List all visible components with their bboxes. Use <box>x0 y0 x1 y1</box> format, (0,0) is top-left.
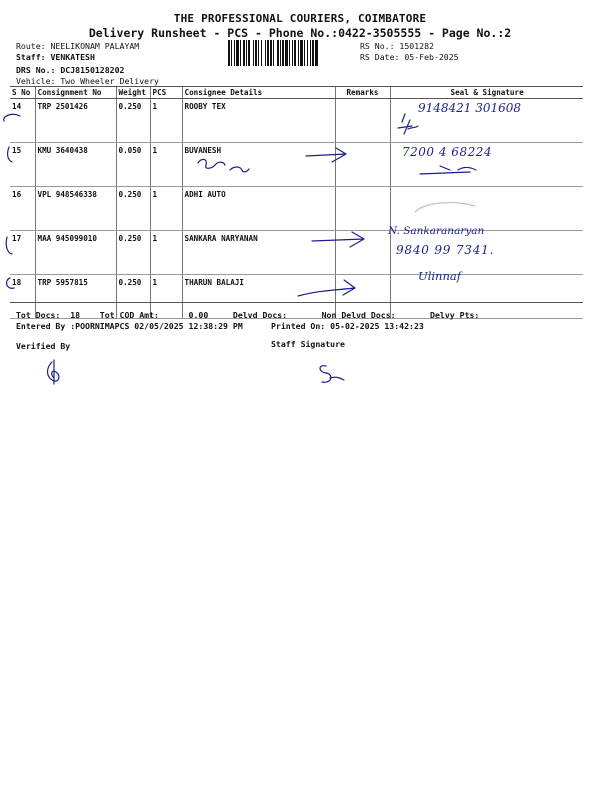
drs-number: DRS No.: DCJ8150128202 <box>16 65 125 75</box>
col-sno: S No <box>10 87 35 99</box>
handwritten-phone-row17: 9840 99 7341. <box>396 243 495 257</box>
route-label: Route: NEELIKONAM PALAYAM <box>16 41 140 51</box>
col-weight: Weight <box>116 87 150 99</box>
row-pcs: 1 <box>150 231 182 275</box>
staff-signature-mark <box>310 360 360 390</box>
col-consignment: Consignment No <box>35 87 116 99</box>
faint-seal-mark <box>415 203 475 212</box>
rs-number: RS No.: 1501282 <box>360 41 434 51</box>
col-pcs: PCS <box>150 87 182 99</box>
row-weight: 0.250 <box>116 187 150 231</box>
staff-signature-label: Staff Signature <box>271 339 345 349</box>
barcode-image <box>228 40 356 66</box>
signature-scribble <box>398 114 418 134</box>
row-consignee: THARUN BALAJI <box>182 275 335 319</box>
row-weight: 0.050 <box>116 143 150 187</box>
remark-arrow <box>298 280 355 296</box>
row-consignee: ADHI AUTO <box>182 187 335 231</box>
consignee-scribble <box>198 159 225 168</box>
totals-line: Tot Docs: 18 Tot COD Amt: 0.00 Delvd Docs: Non Delvd Docs: Delvy Pts: <box>16 310 480 320</box>
row-weight: 0.250 <box>116 231 150 275</box>
col-remarks: Remarks <box>335 87 390 99</box>
handwritten-ink-overlay <box>0 100 600 310</box>
runsheet-subtitle: Delivery Runsheet - PCS - Phone No.:0422-3505555 - Page No.:2 <box>88 26 512 40</box>
entered-by: Entered By :POORNIMAPCS 02/05/2025 12:38:29 PM <box>16 321 243 331</box>
sno-tick-mark <box>8 147 12 162</box>
row-pcs: 1 <box>150 99 182 143</box>
row-pcs: 1 <box>150 143 182 187</box>
vehicle-label: Vehicle: Two Wheeler Delivery <box>16 76 159 86</box>
row-consignment: TRP 2501426 <box>35 99 116 143</box>
row-sno: 18 <box>10 275 35 319</box>
verifier-signature-mark <box>40 358 80 388</box>
row-pcs: 1 <box>150 275 182 319</box>
handwritten-name-row17: N. Sankaranaryan <box>388 225 485 237</box>
remark-arrow <box>306 148 346 162</box>
remark-arrow <box>312 232 364 247</box>
row-consignee: ROOBY TEX <box>182 99 335 143</box>
sno-tick-mark <box>7 278 14 288</box>
signature-scribble <box>420 166 476 174</box>
company-title: THE PROFESSIONAL COURIERS, COIMBATORE <box>173 12 427 25</box>
row-sno: 17 <box>10 231 35 275</box>
row-sno: 14 <box>10 99 35 143</box>
table-header-row <box>10 87 583 99</box>
handwritten-phone-row15: 7200 4 68224 <box>402 145 492 159</box>
col-consignee: Consignee Details <box>182 87 335 99</box>
row-consignment: VPL 948546338 <box>35 187 116 231</box>
printed-on: Printed On: 05-02-2025 13:42:23 <box>271 321 424 331</box>
row-weight: 0.250 <box>116 275 150 319</box>
row-sno: 15 <box>10 143 35 187</box>
consignee-scribble <box>230 167 249 172</box>
handwritten-phone-row14: 9148421 301608 <box>418 101 522 115</box>
sno-tick-mark <box>6 237 12 254</box>
row-weight: 0.250 <box>116 99 150 143</box>
rs-date: RS Date: 05-Feb-2025 <box>360 52 459 62</box>
row-sno: 16 <box>10 187 35 231</box>
staff-label: Staff: VENKATESH <box>16 52 95 62</box>
row-consignee: SANKARA NARYANAN <box>182 231 335 275</box>
row-consignee: BUVANESH <box>182 143 335 187</box>
verified-by-label: Verified By <box>16 341 71 351</box>
handwritten-signature-row18: Ulinnaf <box>418 269 461 283</box>
row-consignment: MAA 945099010 <box>35 231 116 275</box>
row-consignment: KMU 3640438 <box>35 143 116 187</box>
row-consignment: TRP 5957815 <box>35 275 116 319</box>
row-pcs: 1 <box>150 187 182 231</box>
sno-tick-mark <box>4 114 20 121</box>
col-seal-signature: Seal & Signature <box>390 87 583 99</box>
